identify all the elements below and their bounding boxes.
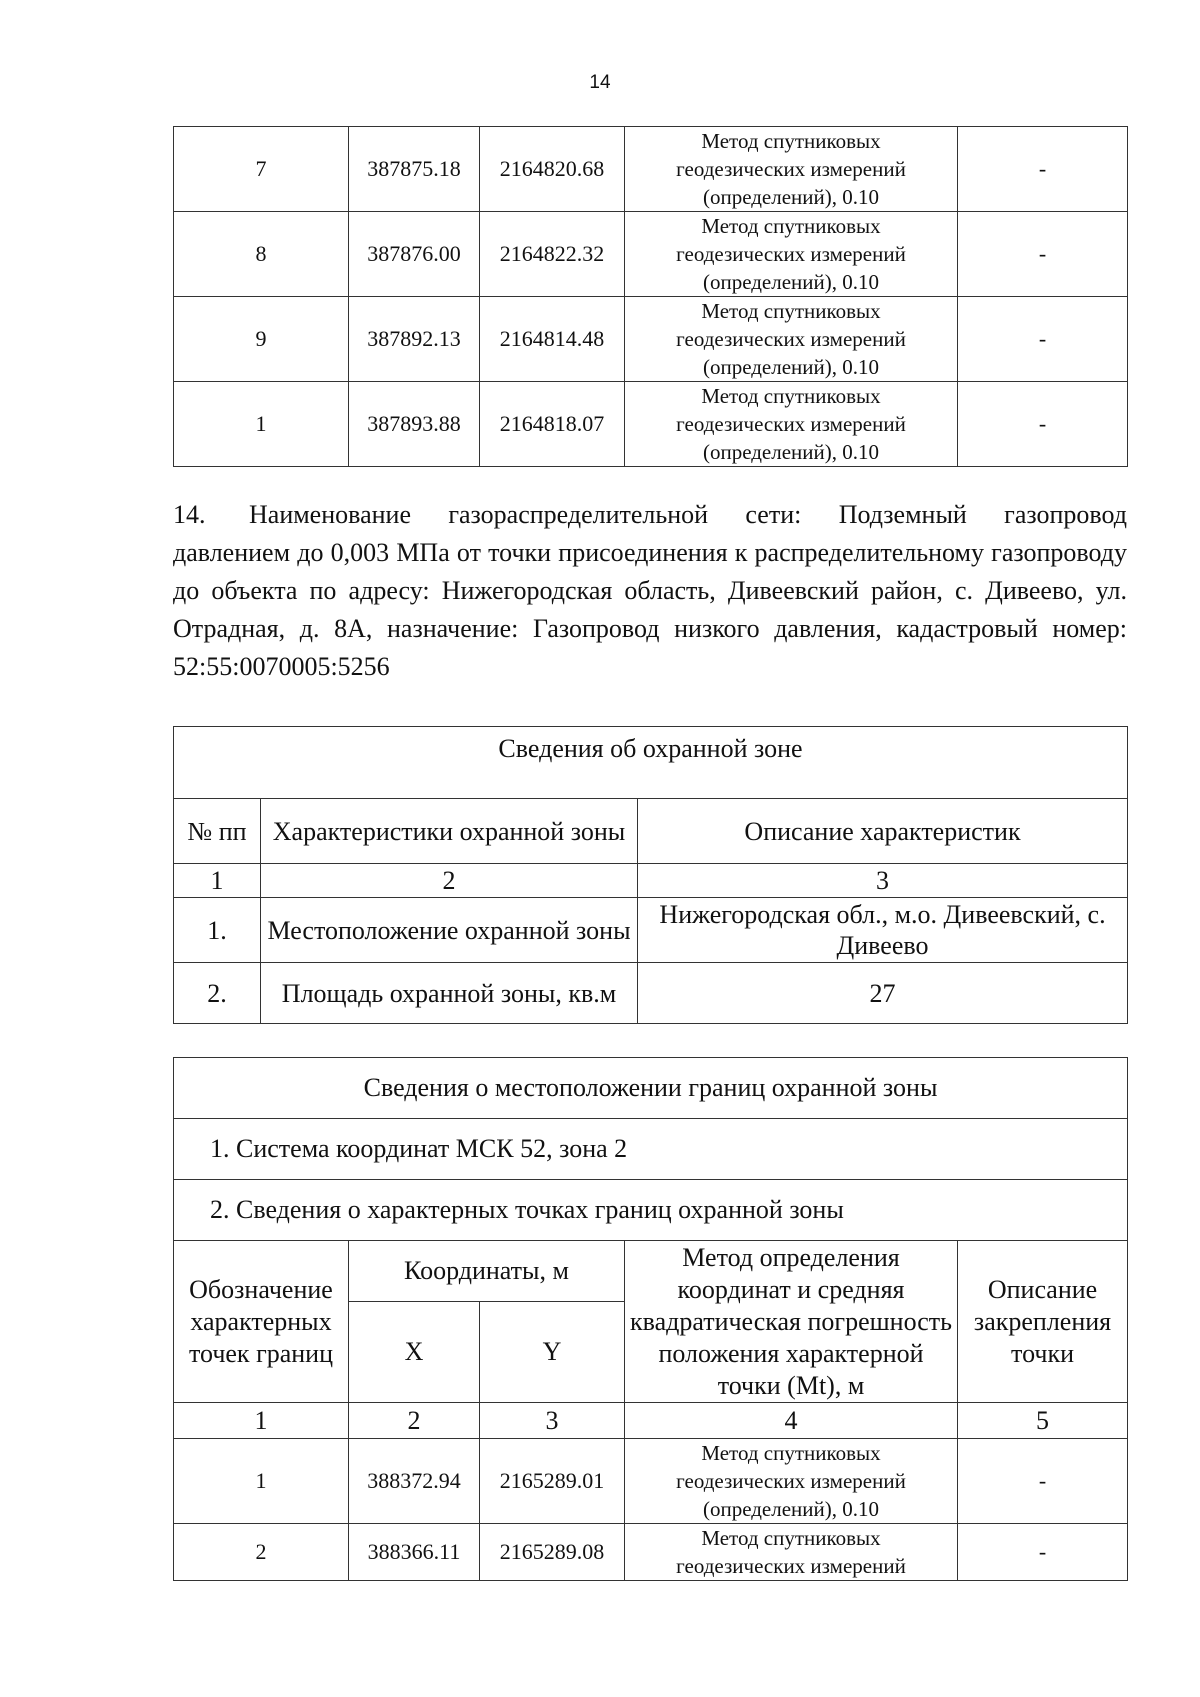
table-row bbox=[174, 1439, 1128, 1524]
table-row bbox=[174, 127, 1128, 212]
header-y: Y bbox=[480, 1302, 625, 1403]
table-row bbox=[174, 963, 1128, 1024]
row-description: 27 bbox=[638, 963, 1128, 1024]
fixation: - bbox=[958, 1439, 1128, 1524]
col-number: 1 bbox=[174, 1403, 349, 1439]
row-characteristic: Местоположение охранной зоны bbox=[261, 898, 638, 963]
coord-x: 387876.00 bbox=[349, 212, 480, 297]
header-fixation: Описание закрепления точки bbox=[958, 1241, 1128, 1403]
coord-y: 2164818.07 bbox=[480, 382, 625, 467]
header-x: X bbox=[349, 1302, 480, 1403]
col-number: 2 bbox=[349, 1403, 480, 1439]
header-description: Описание характеристик bbox=[638, 799, 1128, 864]
coord-y: 2165289.01 bbox=[480, 1439, 625, 1524]
point-id: 9 bbox=[174, 297, 349, 382]
point-id: 7 bbox=[174, 127, 349, 212]
zone-info-title: Сведения об охранной зоне bbox=[174, 727, 1128, 799]
coord-x: 387875.18 bbox=[349, 127, 480, 212]
coord-x: 387892.13 bbox=[349, 297, 480, 382]
fixation: - bbox=[958, 297, 1128, 382]
header-number: № пп bbox=[174, 799, 261, 864]
section-number: 14. bbox=[173, 500, 206, 529]
row-characteristic: Площадь охранной зоны, кв.м bbox=[261, 963, 638, 1024]
fixation: - bbox=[958, 382, 1128, 467]
table-row bbox=[174, 382, 1128, 467]
table-row bbox=[174, 212, 1128, 297]
method: Метод спутниковых геодезических измерений bbox=[625, 1524, 958, 1581]
row-number: 1. bbox=[174, 898, 261, 963]
point-id: 1 bbox=[174, 1439, 349, 1524]
header-coordinates: Координаты, м bbox=[349, 1241, 625, 1302]
coord-y: 2164814.48 bbox=[480, 297, 625, 382]
boundary-table bbox=[173, 1057, 1128, 1581]
section-text: Наименование газораспределительной сети: Подземный газопровод давлением до 0,003 МПа от точки присоединения к распределительному газопроводу до объекта по адресу: Нижегородская область, Дивеевский район, с. Дивеево, ул. Отрадная, д. 8А, назначение: Газопровод низкого давления, кадастровый номер: 52:55:0070005:5256 bbox=[173, 500, 1127, 681]
points-title: 2. Сведения о характерных точках границ охранной зоны bbox=[174, 1180, 1128, 1241]
fixation: - bbox=[958, 1524, 1128, 1581]
method: Метод спутниковых геодезических измерений (определений), 0.10 bbox=[625, 297, 958, 382]
fixation: - bbox=[958, 127, 1128, 212]
table-row bbox=[174, 898, 1128, 963]
col-number: 3 bbox=[480, 1403, 625, 1439]
point-id: 8 bbox=[174, 212, 349, 297]
method: Метод спутниковых геодезических измерений (определений), 0.10 bbox=[625, 127, 958, 212]
row-description: Нижегородская обл., м.о. Дивеевский, с. Дивеево bbox=[638, 898, 1128, 963]
zone-info-table bbox=[173, 726, 1128, 1024]
coordinates-table-continuation bbox=[173, 126, 1128, 467]
method: Метод спутниковых геодезических измерений (определений), 0.10 bbox=[625, 382, 958, 467]
coord-y: 2164820.68 bbox=[480, 127, 625, 212]
method: Метод спутниковых геодезических измерений (определений), 0.10 bbox=[625, 1439, 958, 1524]
col-number: 1 bbox=[174, 864, 261, 898]
method: Метод спутниковых геодезических измерений (определений), 0.10 bbox=[625, 212, 958, 297]
point-id: 1 bbox=[174, 382, 349, 467]
col-number: 4 bbox=[625, 1403, 958, 1439]
point-id: 2 bbox=[174, 1524, 349, 1581]
col-number: 5 bbox=[958, 1403, 1128, 1439]
boundary-title: Сведения о местоположении границ охранной зоны bbox=[174, 1058, 1128, 1119]
page-number: 14 bbox=[589, 72, 611, 93]
col-number: 3 bbox=[638, 864, 1128, 898]
coord-y: 2164822.32 bbox=[480, 212, 625, 297]
fixation: - bbox=[958, 212, 1128, 297]
header-characteristic: Характеристики охранной зоны bbox=[261, 799, 638, 864]
table-row bbox=[174, 297, 1128, 382]
coord-x: 388372.94 bbox=[349, 1439, 480, 1524]
header-method: Метод определения координат и средняя квадратическая погрешность положения характерной точки (Mt), м bbox=[625, 1241, 958, 1403]
coord-system: 1. Система координат МСК 52, зона 2 bbox=[174, 1119, 1128, 1180]
table-row bbox=[174, 1524, 1128, 1581]
coord-x: 387893.88 bbox=[349, 382, 480, 467]
col-number: 2 bbox=[261, 864, 638, 898]
coord-y: 2165289.08 bbox=[480, 1524, 625, 1581]
coord-x: 388366.11 bbox=[349, 1524, 480, 1581]
section-14-paragraph bbox=[173, 496, 1127, 686]
row-number: 2. bbox=[174, 963, 261, 1024]
header-designation: Обозначение характерных точек границ bbox=[174, 1241, 349, 1403]
